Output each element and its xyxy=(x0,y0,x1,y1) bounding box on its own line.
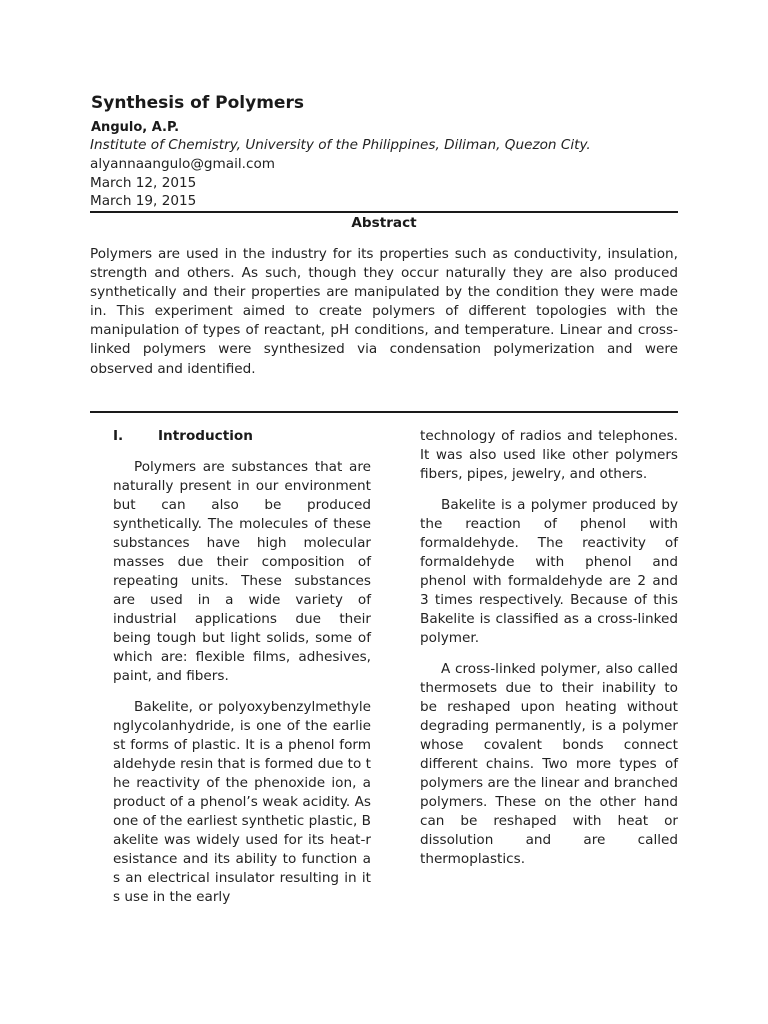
paper-title: Synthesis of Polymers xyxy=(91,93,304,113)
section-title: Introduction xyxy=(158,428,253,444)
author-email: alyannaangulo@gmail.com xyxy=(90,156,276,172)
intro-paragraph-3: Bakelite is a polymer produced by the reaction of phenol with formaldehyde. The reactivity of formaldehyde with phenol and phenol with formaldehyde are 2 and 3 times respectively. Because of this Bakelite is classified as a cross-linked polymer. xyxy=(420,497,678,646)
intro-paragraph-2: Bakelite, or polyoxybenzylmethylenglycolanhydride, is one of the earliest forms of plastic. It is a phenol formaldehyde resin that is formed due to the reactivity of the phenoxide ion, a product of a phenol’s weak acidity. As one of the earliest synthetic plastic, Bakelite was widely used for its heat-resistance and its ability to function as an electrical insulator resulting in its use in the early xyxy=(113,699,371,905)
intro-paragraph-2-continued: technology of radios and telephones. It was also used like other polymers fibers, pipes, jewelry, and others. xyxy=(420,428,678,482)
abstract-body: Polymers are used in the industry for its properties such as conductivity, insulation, strength and others. As such, though they occur naturally they are also produced synthetically and their properties are manipulated by the condition they were made in. This experiment aimed to create polymers of different topologies with the manipulation of types of reactant, pH conditions, and temperature. Linear and cross-linked polymers were synthesized via condensation polymerization and were observed and identified. xyxy=(90,246,678,377)
section-number: I. xyxy=(113,428,124,444)
abstract-heading: Abstract xyxy=(351,215,417,231)
left-column xyxy=(113,427,371,919)
author-affiliation: Institute of Chemistry, University of the Philippines, Diliman, Quezon City. xyxy=(90,137,591,153)
date-submitted: March 19, 2015 xyxy=(90,193,197,209)
abstract-divider xyxy=(90,411,678,413)
intro-paragraph-1: Polymers are substances that are naturally present in our environment but can also be produced synthetically. The molecules of these substances have high molecular masses due their composition of repeating units. These substances are used in a wide variety of industrial applications due their being tough but light solids, some of which are: flexible films, adhesives, paint, and fibers. xyxy=(113,459,371,684)
date-performed: March 12, 2015 xyxy=(90,175,197,191)
author-name: Angulo, A.P. xyxy=(91,120,180,135)
intro-paragraph-4: A cross-linked polymer, also called thermosets due to their inability to be reshaped upon heating without degrading permanently, is a polymer whose covalent bonds connect different chains. Two more types of polymers are the linear and branched polymers. These on the other hand can be reshaped with heat or dissolution and are called thermoplastics. xyxy=(420,661,678,867)
section-heading xyxy=(113,427,371,446)
header-divider xyxy=(90,211,678,213)
right-column xyxy=(420,427,678,881)
